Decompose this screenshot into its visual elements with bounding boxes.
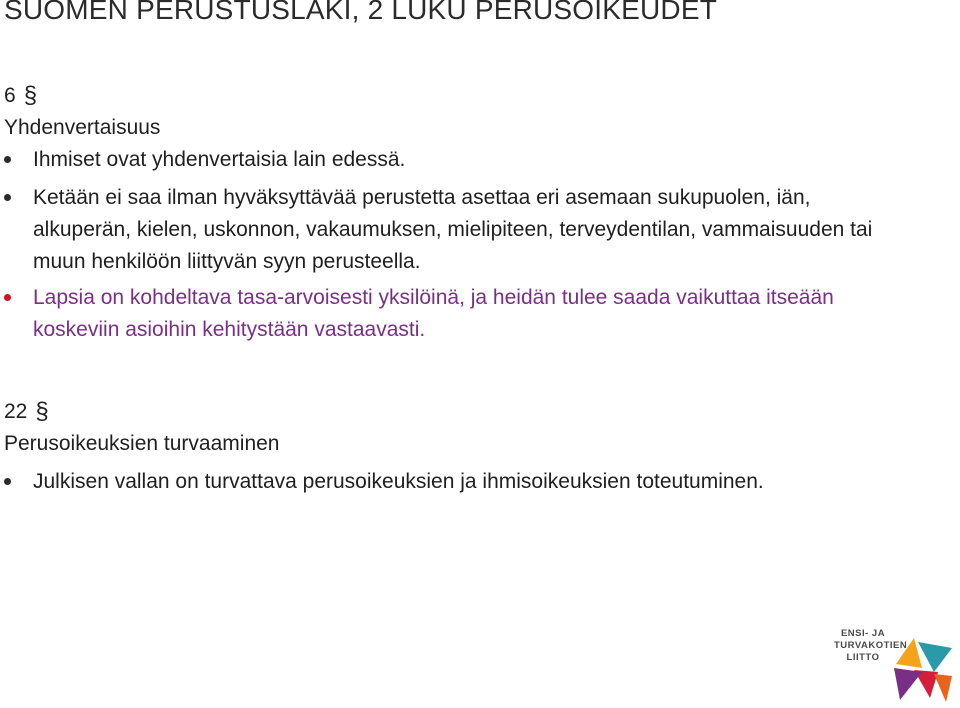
- section-heading: Yhdenvertaisuus: [4, 116, 161, 139]
- bullet-text: Lapsia on kohdeltava tasa-arvoisesti yksilöinä, ja heidän tulee saada vaikuttaa itseään koskeviin asioihin kehitystään vastaavasti.: [33, 286, 834, 341]
- bullet-icon: [4, 194, 11, 201]
- section-sign: §: [35, 398, 49, 425]
- organization-logo: [834, 628, 956, 706]
- bullet-list: [4, 466, 913, 498]
- logo-text-line: ENSI- JA: [840, 628, 886, 639]
- section-number: [4, 80, 913, 112]
- bullet-text: Ketään ei saa ilman hyväksyttävää perustetta asettaa eri asemaan sukupuolen, iän, alkuperän, kielen, uskonnon, vakaumuksen, mielipiteen, terveydentilan, vammaisuuden tai muun henkilöön liittyvän syyn perusteella.: [33, 186, 873, 273]
- section-6: [4, 80, 913, 346]
- bullet-text: Julkisen vallan on turvattava perusoikeuksien ja ihmisoikeuksien toteutuminen.: [33, 470, 764, 493]
- logo-mark-icon: [834, 628, 956, 706]
- list-item-highlight: [4, 282, 913, 346]
- section-heading: Perusoikeuksien turvaaminen: [4, 432, 280, 455]
- logo-shape-dark-orange: [934, 674, 952, 702]
- section-number-value: 22: [4, 400, 28, 423]
- section-number: [4, 396, 913, 428]
- bullet-icon: [4, 478, 11, 485]
- bullet-icon: [4, 156, 11, 163]
- logo-shape-orange: [896, 638, 922, 668]
- list-item: [4, 466, 913, 498]
- section-number-value: 6: [4, 84, 16, 107]
- page-title: SUOMEN PERUSTUSLAKI, 2 LUKU PERUSOIKEUDET: [4, 0, 718, 25]
- logo-text-line: TURVAKOTIEN: [834, 640, 908, 651]
- bullet-icon: [4, 294, 11, 301]
- logo-text-line: LIITTO: [846, 652, 880, 663]
- list-item: [4, 144, 913, 176]
- list-item: [4, 182, 913, 278]
- logo-shape-teal: [918, 642, 952, 672]
- bullet-list: [4, 144, 913, 346]
- logo-shape-purple: [894, 668, 922, 700]
- bullet-text: Ihmiset ovat yhdenvertaisia lain edessä.: [33, 148, 406, 171]
- section-sign: §: [23, 82, 38, 109]
- section-22: [4, 396, 913, 498]
